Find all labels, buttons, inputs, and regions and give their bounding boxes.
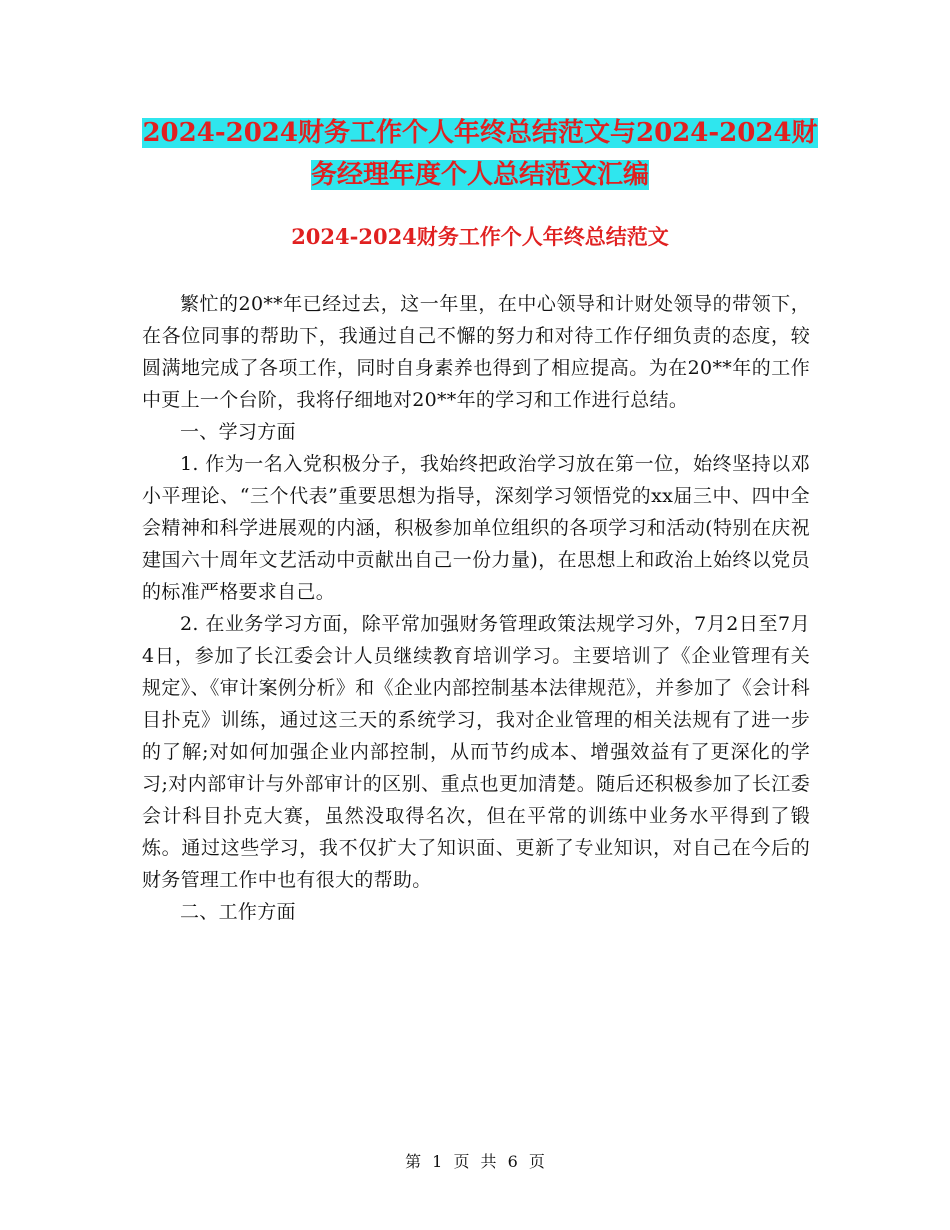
paragraph-study-2: 2. 在业务学习方面，除平常加强财务管理政策法规学习外，7月2日至7月4日，参加了长江委会计人员继续教育培训学习。主要培训了《企业管理有关规定》、《审计案例分析》和《企业内部控制基本法律规范》，并参加了《会计科目扑克》训练，通过这三天的系统学习，我对企业管理的相关法规有了进一步的了解;对如何加强企业内部控制，从而节约成本、增强效益有了更深化的学习;对内部审计与外部审计的区别、重点也更加清楚。随后还积极参加了长江委会计科目扑克大赛，虽然没取得名次，但在平常的训练中业务水平得到了锻炼。通过这些学习，我不仅扩大了知识面、更新了专业知识，对自己在今后的财务管理工作中也有很大的帮助。 [142, 613, 810, 891]
document-body [142, 288, 810, 928]
title-line-1: 2024-2024财务工作个人年终总结范文与2024-2024财 [142, 118, 818, 148]
title-line-2: 务经理年度个人总结范文汇编 [310, 160, 649, 190]
heading-work: 二、工作方面 [180, 901, 296, 923]
page-footer: 第 1 页 共 6 页 [405, 1152, 545, 1171]
document-title [140, 112, 820, 196]
heading-study: 一、学习方面 [180, 421, 296, 443]
section-title: 2024-2024财务工作个人年终总结范文 [291, 224, 669, 249]
paragraph-study-1: 1. 作为一名入党积极分子，我始终把政治学习放在第一位，始终坚持以邓小平理论、“三个代表”重要思想为指导，深刻学习领悟党的xx届三中、四中全会精神和科学进展观的内涵，积极参加单位组织的各项学习和活动(特别在庆祝建国六十周年文艺活动中贡献出自己一份力量)，在思想上和政治上始终以党员的标准严格要求自己。 [142, 453, 810, 603]
paragraph-intro: 繁忙的20**年已经过去，这一年里，在中心领导和计财处领导的带领下，在各位同事的帮助下，我通过自己不懈的努力和对待工作仔细负责的态度，较圆满地完成了各项工作，同时自身素养也得到了相应提高。为在20**年的工作中更上一个台阶，我将仔细地对20**年的学习和工作进行总结。 [142, 293, 810, 411]
